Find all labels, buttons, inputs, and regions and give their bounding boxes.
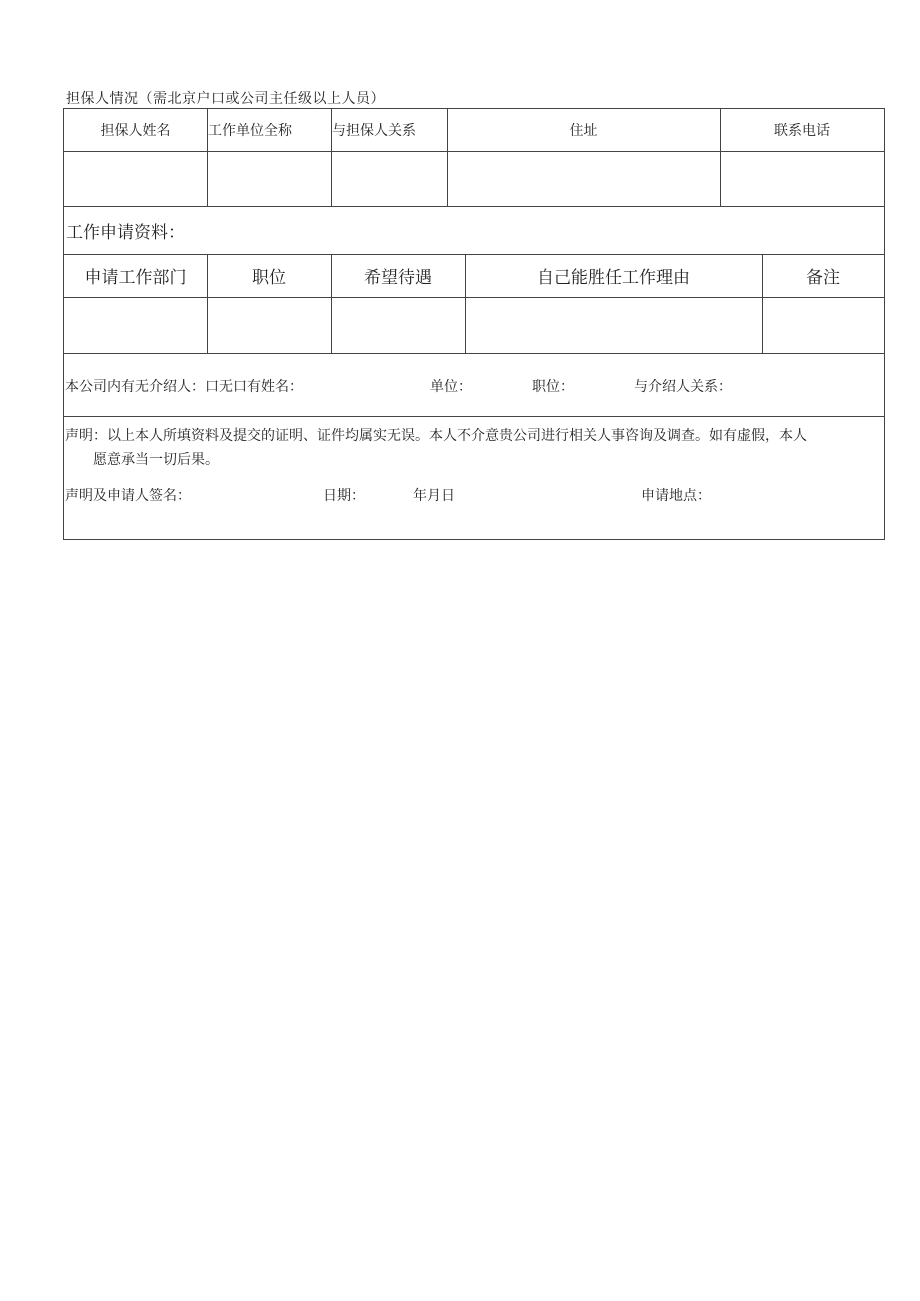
- referral-position-label: 职位：: [532, 379, 574, 395]
- guarantor-relationship-header: 与担保人关系: [332, 123, 416, 139]
- guarantor-phone-header: 联系电话: [774, 123, 830, 139]
- remarks-header: 备注: [806, 268, 840, 288]
- guarantor-section-caption: 担保人情况（需北京户口或公司主任级以上人员）: [66, 91, 385, 107]
- position-field[interactable]: [207, 297, 331, 353]
- location-label: 申请地点：: [641, 488, 711, 504]
- guarantor-address-field[interactable]: [447, 151, 720, 206]
- department-field[interactable]: [64, 297, 207, 353]
- date-label: 日期：: [323, 488, 365, 504]
- expected-salary-header: 希望待遇: [364, 268, 432, 288]
- guarantor-phone-field[interactable]: [720, 151, 884, 206]
- signature-label: 声明及申请人签名：: [65, 488, 191, 504]
- expected-salary-field[interactable]: [331, 297, 465, 353]
- referral-question-text: 本公司内有无介绍人：: [65, 379, 205, 395]
- department-header: 申请工作部门: [84, 268, 187, 288]
- declaration-text-line1: 声明：以上本人所填资料及提交的证明、证件均属实无误。本人不介意贵公司进行相关人事咨询及调查。如有虚假，本人: [65, 428, 807, 444]
- row-divider: [64, 416, 884, 417]
- qualification-reason-field[interactable]: [465, 297, 762, 353]
- referral-unit-label: 单位：: [430, 379, 472, 395]
- guarantor-employer-field[interactable]: [207, 151, 331, 206]
- referral-checkbox-options[interactable]: 口无口有: [205, 379, 261, 395]
- referral-name-label: 姓名：: [261, 379, 303, 395]
- date-format: 年月日: [413, 488, 455, 504]
- guarantor-relationship-field[interactable]: [331, 151, 447, 206]
- declaration-text-line2: 愿意承当一切后果。: [93, 452, 219, 468]
- referral-relation-label: 与介绍人关系：: [634, 379, 732, 395]
- guarantor-name-header: 担保人姓名: [100, 123, 171, 139]
- application-section-title: 工作申请资料：: [66, 222, 185, 243]
- position-header: 职位: [252, 268, 286, 288]
- row-divider: [64, 206, 884, 207]
- guarantor-name-field[interactable]: [64, 151, 207, 206]
- referral-question: [65, 376, 303, 396]
- application-form-table: [63, 108, 885, 540]
- row-divider: [64, 353, 884, 354]
- guarantor-address-header: 住址: [569, 123, 598, 139]
- remarks-field[interactable]: [762, 297, 884, 353]
- qualification-reason-header: 自己能胜任工作理由: [537, 268, 690, 288]
- guarantor-employer-header: 工作单位全称: [208, 123, 292, 139]
